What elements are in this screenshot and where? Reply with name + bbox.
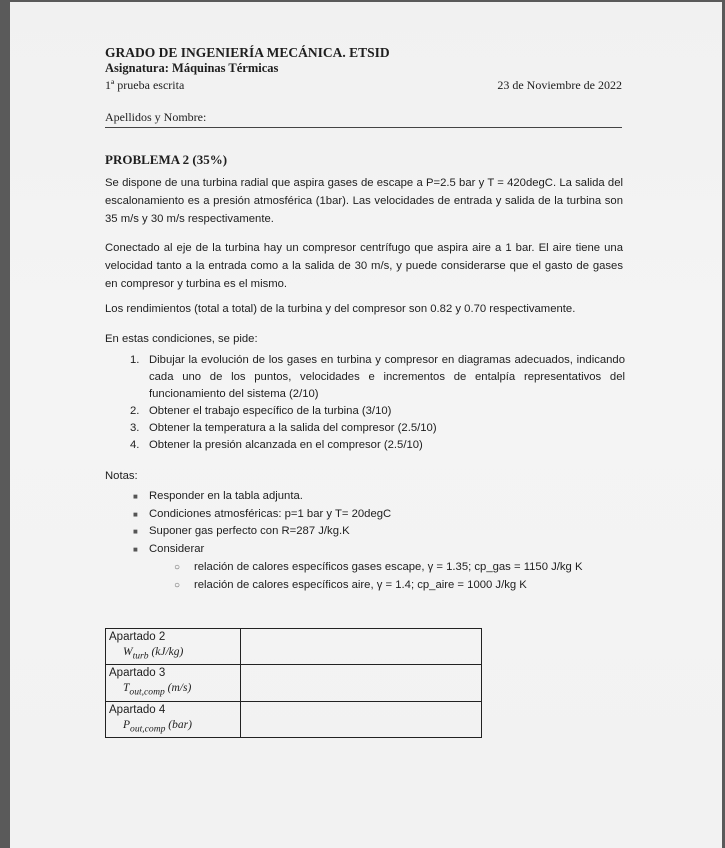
- note-item: ■ Suponer gas perfecto con R=287 J/kg.K: [105, 523, 391, 541]
- problem-title: PROBLEMA 2 (35%): [105, 152, 228, 167]
- row-label: Apartado 2 $W_{turb}$ (kJ/kg): [106, 629, 241, 665]
- problem-paragraph: En estas condiciones, se pide:: [105, 333, 258, 345]
- notes-title: Notas:: [105, 470, 138, 482]
- task-item: 2. Obtener el trabajo específico de la turbina (3/10): [130, 405, 392, 417]
- exam-date: 23 de Noviembre de 2022: [497, 78, 622, 92]
- degree-heading: GRADO DE INGENIERÍA MECÁNICA. ETSID: [105, 45, 390, 60]
- name-label: Apellidos y Nombre:: [105, 110, 207, 124]
- answer-cell[interactable]: [241, 629, 482, 665]
- exam-sheet: [10, 2, 722, 848]
- circle-bullet-icon: ○: [174, 562, 181, 573]
- bullet-icon: ■: [133, 544, 138, 554]
- bullet-icon: ■: [133, 492, 138, 501]
- note-subitem: ○ relación de calores específicos aire, γ = 1.4; cp_aire = 1000 J/kg K: [170, 577, 583, 595]
- problem-paragraph: Se dispone de una turbina radial que aspira gases de escape a P=2.5 bar y T = 420degC. La salida del escalonamiento es a presión atmosférica (1bar). Las velocidades de entrada y salida de la turbina son 35 m/s y 30 m/s respectivamente.: [105, 177, 623, 225]
- note-item: ■ Considerar: [105, 541, 391, 559]
- note-item: ■ Condiciones atmosféricas: p=1 bar y T= 20degC: [105, 506, 391, 524]
- table-row: [106, 701, 482, 737]
- table-row: [106, 665, 482, 701]
- bullet-icon: ■: [133, 509, 138, 519]
- row-label: Apartado 3 $T_{out,comp}$ (m/s): [106, 665, 241, 701]
- row-label: Apartado 4 $P_{out,comp}$ (bar): [106, 701, 241, 737]
- note-item: ■ Responder en la tabla adjunta.: [105, 488, 391, 506]
- table-row: [106, 629, 482, 665]
- task-list: [105, 352, 625, 454]
- circle-bullet-icon: ○: [174, 579, 181, 591]
- subject-heading: Asignatura: Máquinas Térmicas: [105, 61, 279, 75]
- variable-label: $P_{out,comp}$ (bar): [123, 718, 192, 734]
- test-label: 1ª prueba escrita: [105, 78, 185, 92]
- problem-paragraph: Conectado al eje de la turbina hay un compresor centrífugo que aspira aire a 1 bar. El aire tiene una velocidad tanto a la entrada como a la salida de 30 m/s, y puede considerarse que el gasto de gases en compresor y turbina es el mismo.: [105, 242, 623, 290]
- note-subitem: ○ relación de calores específicos gases escape, γ = 1.35; cp_gas = 1150 J/kg K: [170, 559, 583, 577]
- task-item: 3. Obtener la temperatura a la salida del compresor (2.5/10): [130, 422, 437, 434]
- answer-table: [105, 628, 482, 738]
- name-field[interactable]: [105, 110, 622, 128]
- notes-list: [105, 488, 391, 558]
- variable-label: $T_{out,comp}$ (m/s): [123, 682, 192, 698]
- problem-paragraph: Los rendimientos (total a total) de la turbina y del compresor son 0.82 y 0.70 respectivamente.: [105, 303, 576, 315]
- notes-sublist: [170, 559, 583, 594]
- task-item: 4. Obtener la presión alcanzada en el compresor (2.5/10): [130, 439, 423, 451]
- answer-cell[interactable]: [241, 701, 482, 737]
- variable-label: $W_{turb}$ (kJ/kg): [123, 646, 184, 662]
- task-item: 1. Dibujar la evolución de los gases en turbina y compresor en diagramas adecuados, indicando cada uno de los puntos, velocidades e incrementos de entalpía representativos del funcionamiento del sistema (2/10): [130, 354, 625, 400]
- answer-cell[interactable]: [241, 665, 482, 701]
- bullet-icon: ■: [133, 527, 138, 536]
